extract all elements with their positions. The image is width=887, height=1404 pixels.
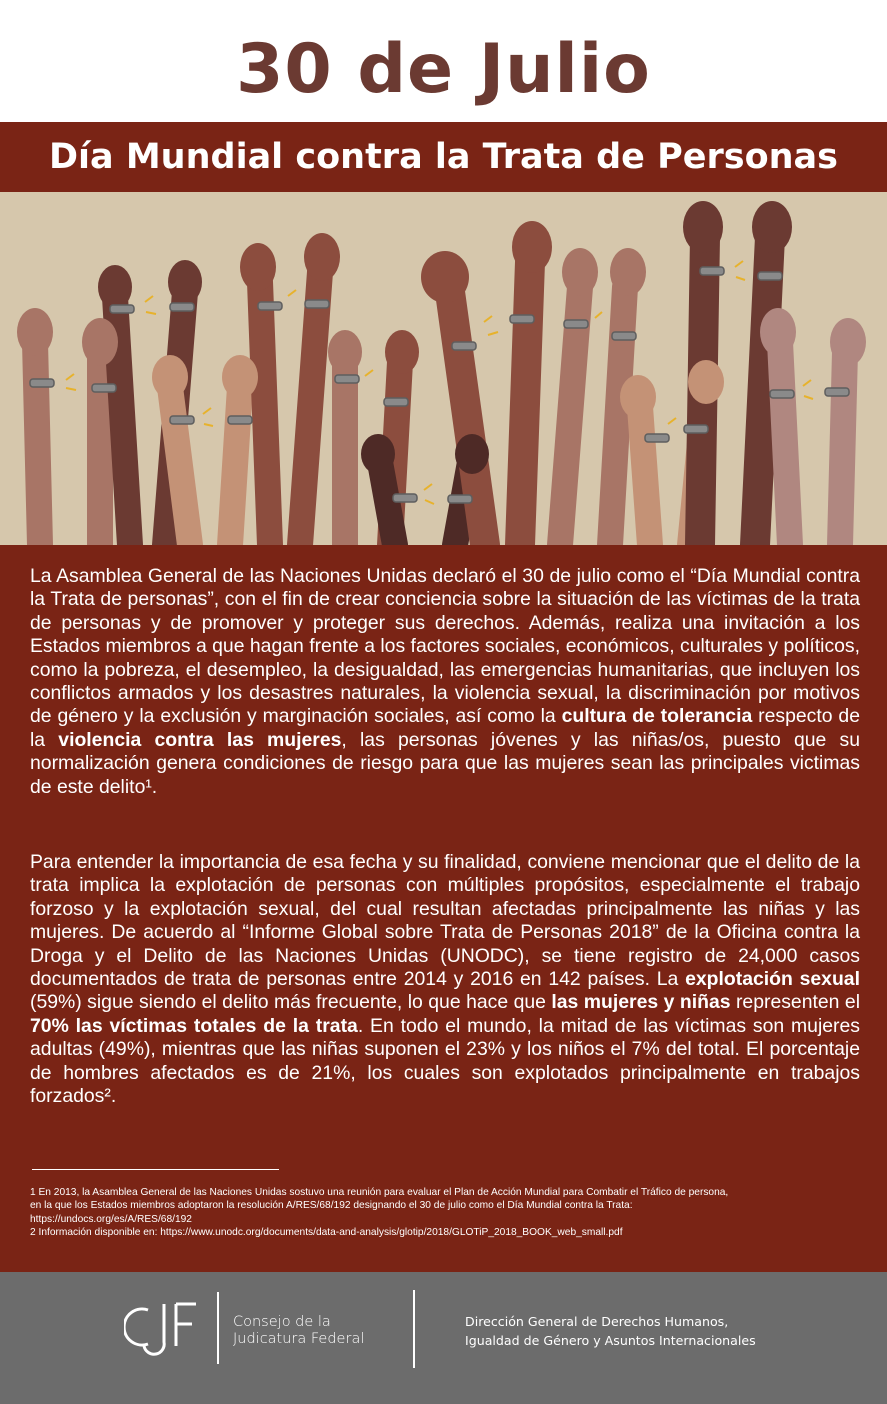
footnote-1-line-1: 1 En 2013, la Asamblea General de las Naciones Unidas sostuvo una reunión para evaluar el Plan de Acción Mundial para Combatir el Tráfico de persona,	[30, 1187, 729, 1198]
stats-text-2: (59%) sigue siendo el delito más frecuente, lo que hace que	[30, 991, 552, 1014]
broken-shackle-icon	[0, 192, 887, 545]
department-line-1: Dirección General de Derechos Humanos,	[465, 1314, 729, 1329]
intro-text-1: La Asamblea General de las Naciones Unidas declaró el 30 de julio como el “Día Mundial contra la Trata de personas”, con el fin de crear conciencia sobre la situación de las víctimas de la trata de personas y de promover y proteger sus derechos. Además, realiza una invitación a los Estados miembros a que hagan frente a los factores sociales, económicos, culturales y políticos, como la pobreza, el desempleo, la desigualdad, las emergencias humanitarias, que incluyen los conflictos armados y los desastres naturales, la violencia sexual, la discriminación por motivos de género y la exclusión y marginación sociales, así como la	[30, 565, 860, 728]
stats-highlight-sexual: explotación sexual	[685, 968, 860, 991]
intro-highlight-violence: violencia contra las mujeres	[58, 728, 342, 751]
stats-text-1: Para entender la importancia de esa fecha y su finalidad, conviene mencionar que el delito de la trata implica la explotación de personas con múltiples propósitos, especialmente el trabajo forzoso y la explotación sexual, del cual resultan afectadas principalmente las niñas y las mujeres. De acuerdo al “Informe Global sobre Trata de Personas 2018” de la Oficina contra la Droga y el Delito de las Naciones Unidas (UNODC), se tiene registro de 24,000 casos documentados de trata de personas entre 2014 y 2016 en 142 países. La	[30, 851, 860, 991]
org-name-line-1: Consejo de la	[233, 1314, 331, 1330]
statistics-paragraph	[30, 851, 860, 1108]
department-name	[465, 1312, 756, 1350]
footnote-2[interactable]: 2 Información disponible en: https://www.unodc.org/documents/data-and-analysis/glotip/2018/GLOTiP_2018_BOOK_web_small.pdf	[30, 1227, 623, 1239]
subtitle: Día Mundial contra la Trata de Personas	[49, 137, 838, 177]
footer	[0, 1272, 887, 1404]
main-content	[0, 545, 887, 1272]
org-name	[233, 1314, 364, 1348]
intro-paragraph	[30, 565, 860, 799]
stats-text-4: . En todo el mundo, la mitad de las víctimas son mujeres adultas (49%), mientras que las niñas suponen el 23% y los niños el 7% del total. El porcentaje de hombres afectados es de 21%, los cuales son explotados principalmente en trabajos forzados².	[30, 1014, 860, 1108]
intro-text-2: respecto de la	[30, 705, 860, 751]
intro-highlight-tolerance: cultura de tolerancia	[561, 705, 753, 728]
footnote-1-link[interactable]: https://undocs.org/es/A/RES/68/192	[30, 1213, 192, 1225]
footnote-divider	[32, 1169, 279, 1170]
intro-text-3: , las personas jóvenes y las niñas/os, puesto que su normalización genera condiciones de riesgo para que las mujeres sean las principales victimas de este delito¹.	[30, 728, 860, 798]
org-name-line-2: Judicatura Federal	[233, 1331, 365, 1347]
date-title: 30 de Julio	[236, 30, 651, 109]
cjf-logo-icon	[124, 1300, 204, 1364]
footnote-1-line-2: en la que los Estados miembros adoptaron la resolución A/RES/68/192 designando el 30 de julio como el Día Mundial contra la Trata:	[30, 1200, 633, 1212]
stats-text-3: representen el	[730, 991, 861, 1014]
logo-divider	[217, 1292, 219, 1364]
subtitle-band	[0, 122, 887, 192]
stats-highlight-70: 70% las víctimas totales de la trata	[30, 1014, 358, 1037]
footnotes	[30, 1186, 860, 1240]
department-line-2: Igualdad de Género y Asuntos Internacionales	[465, 1333, 756, 1348]
stats-highlight-women: las mujeres y niñas	[551, 991, 731, 1014]
footer-divider	[413, 1290, 415, 1368]
header	[0, 0, 887, 122]
raised-hands-illustration	[0, 192, 887, 545]
